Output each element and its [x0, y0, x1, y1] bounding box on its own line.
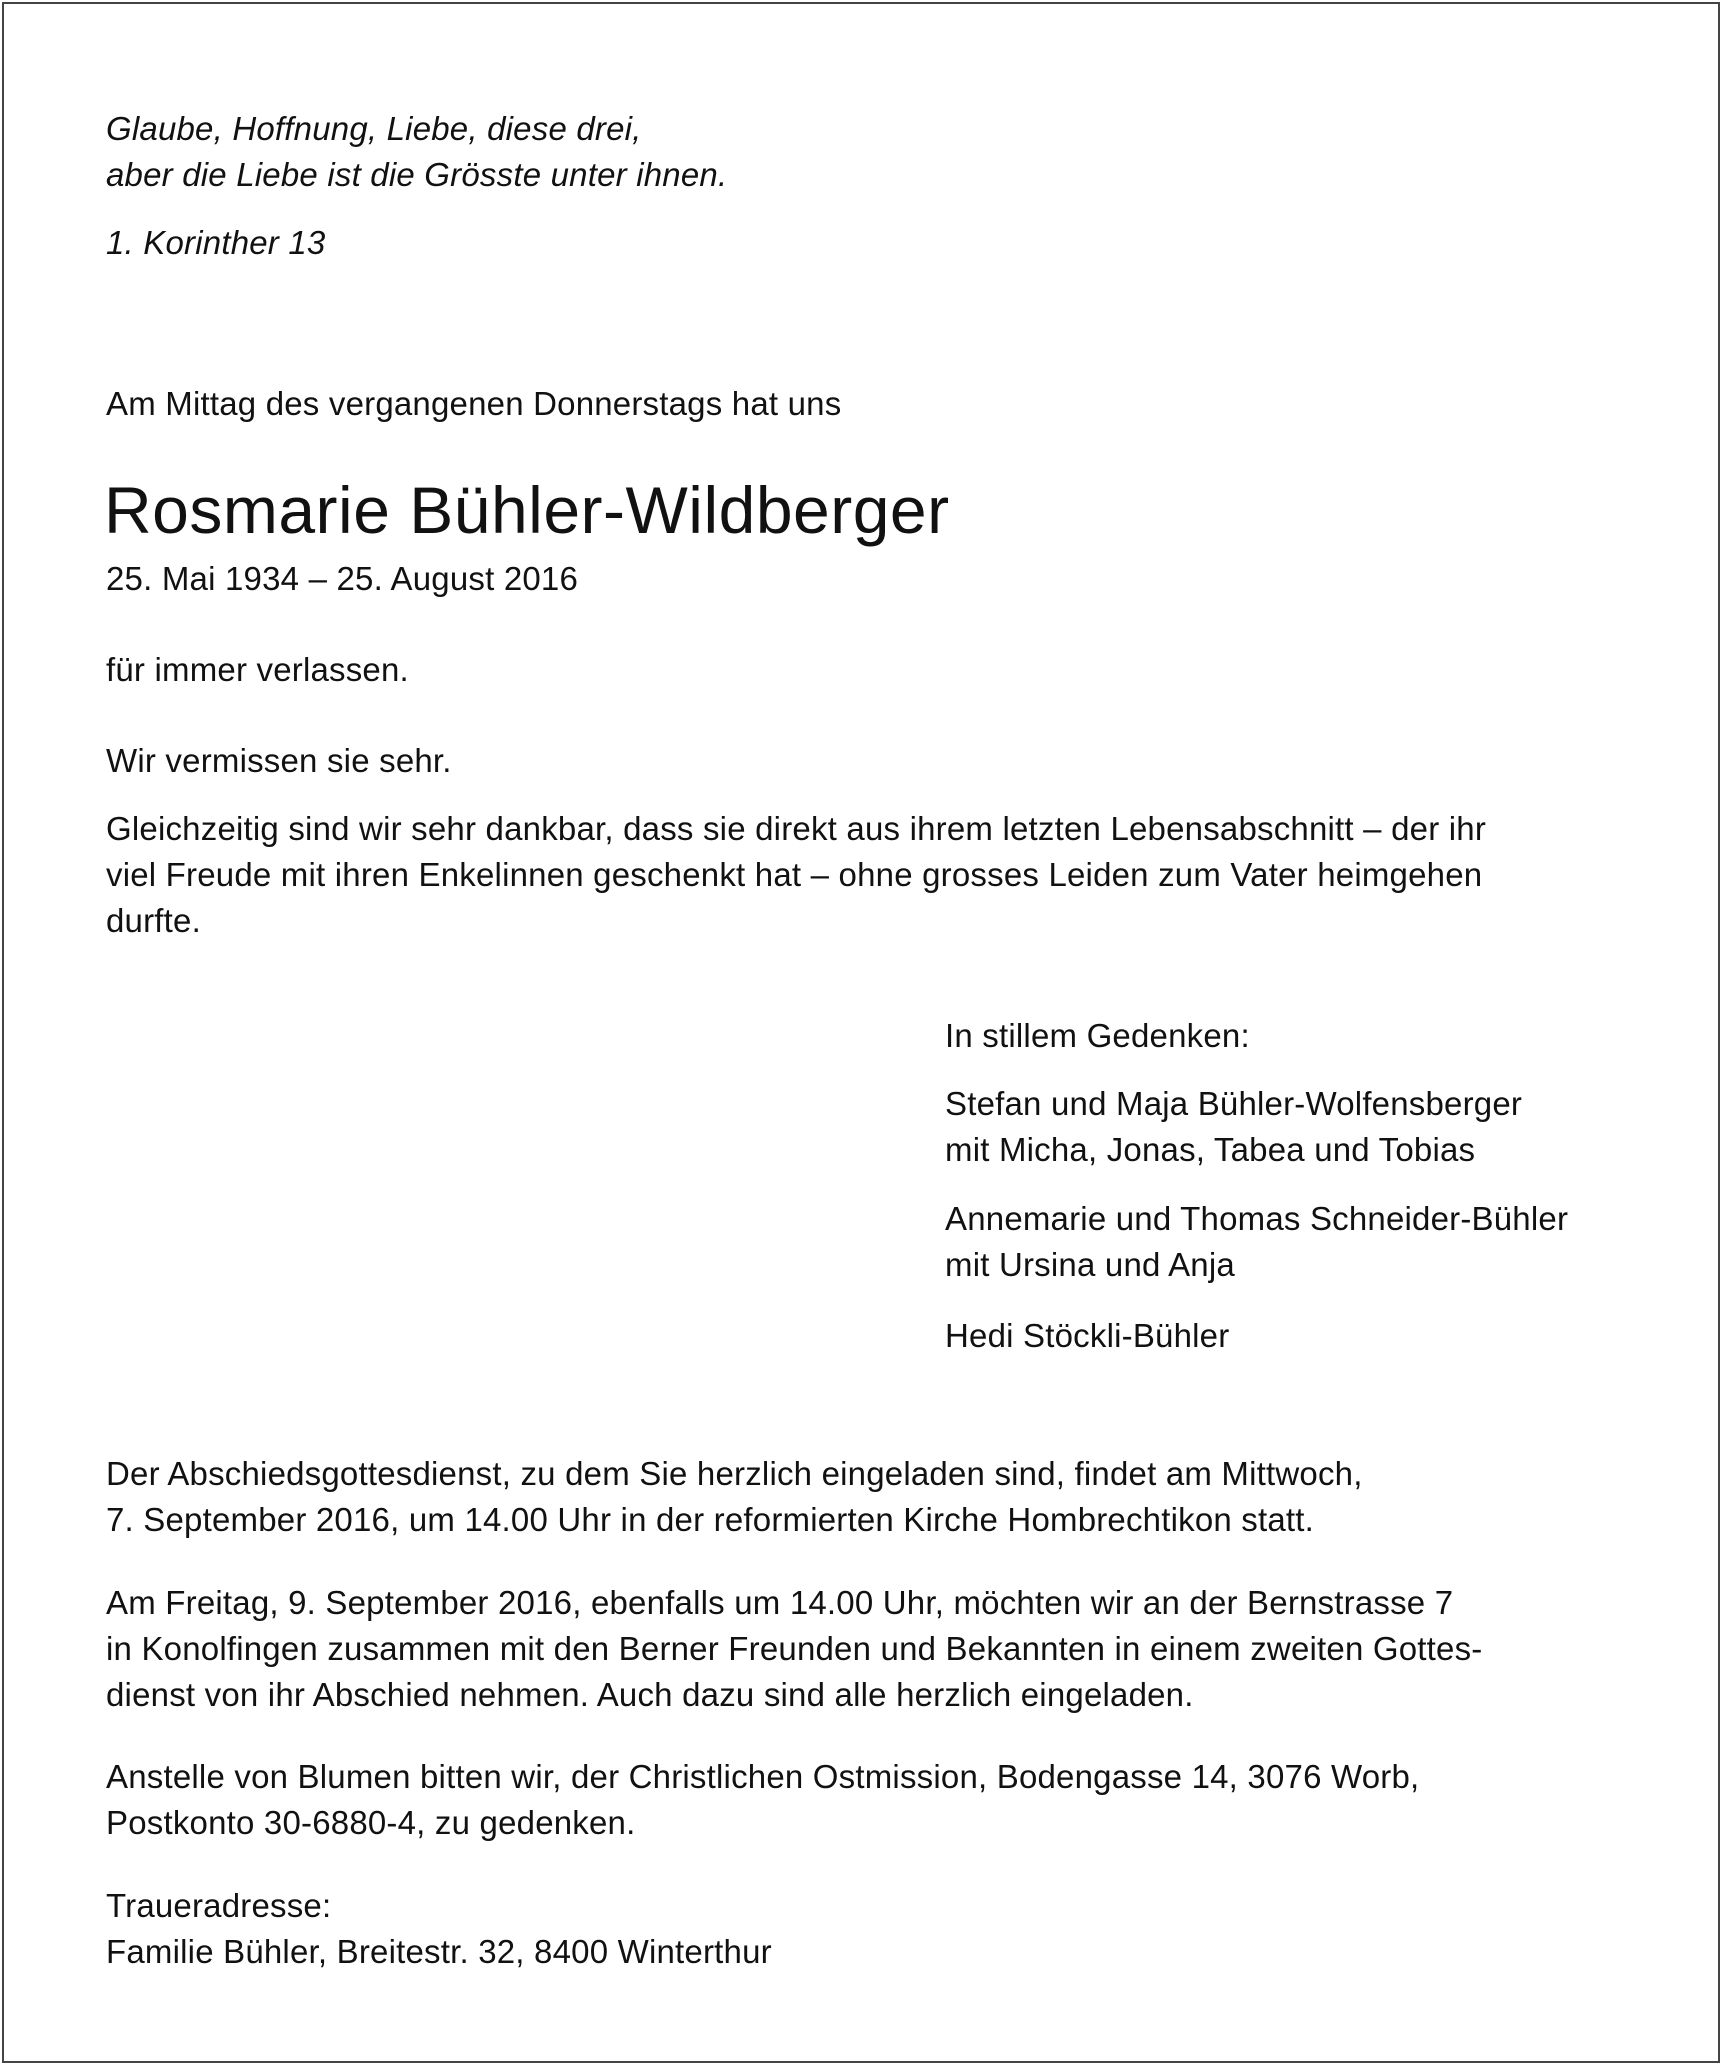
second-service-paragraph [106, 1580, 1482, 1718]
address-label: Traueradresse: [106, 1887, 332, 1924]
motto-reference: 1. Korinther 13 [106, 224, 326, 261]
donation-paragraph [106, 1754, 1419, 1846]
second-service-line: in Konolfingen zusammen mit den Berner Freunden und Bekannten in einem zweiten Gottes- [106, 1630, 1483, 1667]
mourner-family [945, 1313, 1229, 1359]
donation-line: Postkonto 30-6880-4, zu gedenken. [106, 1804, 636, 1841]
motto-quote [106, 106, 727, 198]
address-value: Familie Bühler, Breitestr. 32, 8400 Winterthur [106, 1933, 772, 1970]
gratitude-line: viel Freude mit ihren Enkelinnen geschenkt hat – ohne grosses Leiden zum Vater heimgehen [106, 856, 1483, 893]
mourning-address [106, 1883, 772, 1975]
mourners-heading: In stillem Gedenken: [945, 1017, 1250, 1054]
intro-text: Am Mittag des vergangenen Donnerstags hat uns [106, 385, 842, 422]
second-service-line: Am Freitag, 9. September 2016, ebenfalls um 14.00 Uhr, möchten wir an der Bernstrasse 7 [106, 1584, 1454, 1621]
motto-line: aber die Liebe ist die Grösste unter ihnen. [106, 156, 728, 193]
donation-line: Anstelle von Blumen bitten wir, der Christlichen Ostmission, Bodengasse 14, 3076 Worb, [106, 1758, 1420, 1795]
mourner-line: mit Ursina und Anja [945, 1246, 1235, 1283]
mourner-line: mit Micha, Jonas, Tabea und Tobias [945, 1131, 1476, 1168]
service-line: Der Abschiedsgottesdienst, zu dem Sie herzlich eingeladen sind, findet am Mittwoch, [106, 1455, 1363, 1492]
mourner-line: Hedi Stöckli-Bühler [945, 1317, 1230, 1354]
service-paragraph [106, 1451, 1363, 1543]
deceased-name: Rosmarie Bühler-Wildberger [104, 473, 950, 547]
second-service-line: dienst von ihr Abschied nehmen. Auch dazu sind alle herzlich eingeladen. [106, 1676, 1194, 1713]
left-text: für immer verlassen. [106, 651, 409, 688]
deceased-dates: 25. Mai 1934 – 25. August 2016 [106, 560, 579, 597]
gratitude-paragraph [106, 806, 1486, 944]
gratitude-line: Gleichzeitig sind wir sehr dankbar, dass sie direkt aus ihrem letzten Lebensabschnitt – der ihr [106, 810, 1487, 847]
miss-text: Wir vermissen sie sehr. [106, 742, 452, 779]
mourner-family [945, 1196, 1568, 1288]
gratitude-line: durfte. [106, 902, 201, 939]
mourner-line: Stefan und Maja Bühler-Wolfensberger [945, 1085, 1523, 1122]
service-line: 7. September 2016, um 14.00 Uhr in der reformierten Kirche Hombrechtikon statt. [106, 1501, 1315, 1538]
mourner-family [945, 1081, 1522, 1173]
motto-line: Glaube, Hoffnung, Liebe, diese drei, [106, 110, 642, 147]
mourner-line: Annemarie und Thomas Schneider-Bühler [945, 1200, 1569, 1237]
